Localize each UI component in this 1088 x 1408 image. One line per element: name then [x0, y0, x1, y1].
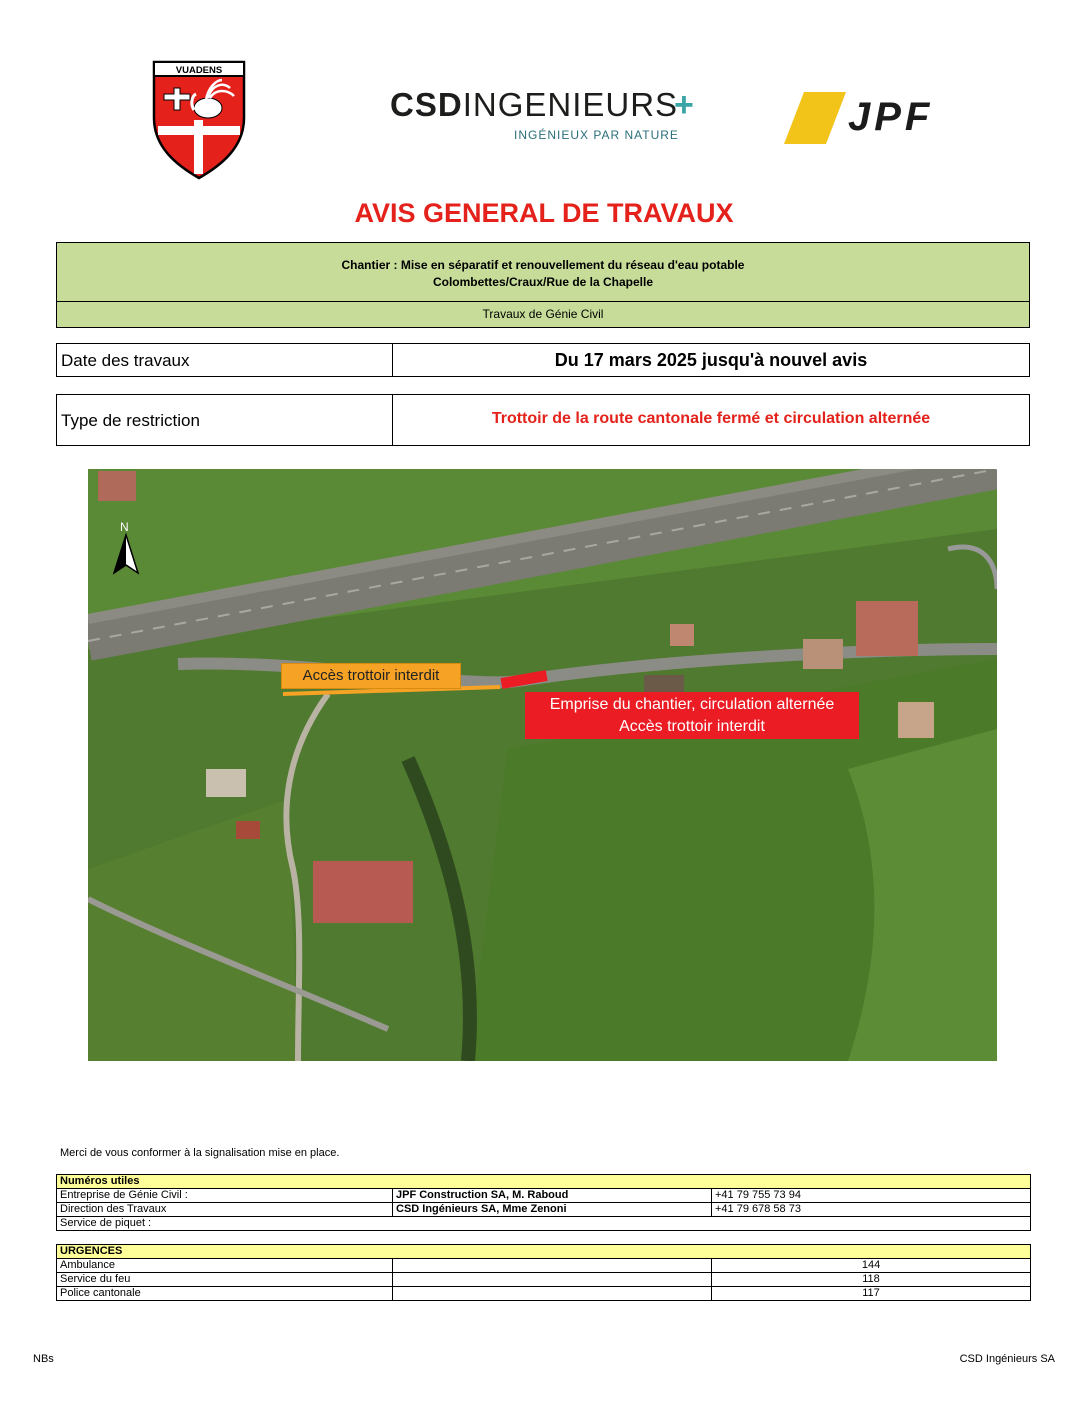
urgences-header: URGENCES [57, 1245, 1031, 1259]
restriction-value: Trottoir de la route cantonale fermé et circulation alternée [491, 410, 931, 427]
chantier-line2: Colombettes/Craux/Rue de la Chapelle [432, 275, 654, 289]
chantier-line1: Chantier : Mise en séparatif et renouvellement du réseau d'eau potable [341, 258, 745, 272]
numeros-utiles-header: Numéros utiles [57, 1175, 1031, 1189]
chantier-box [56, 242, 1030, 328]
crest-text: VUADENS [175, 65, 223, 76]
urgences-table [56, 1244, 1031, 1301]
jpf-logo-text: JPF [848, 95, 934, 139]
footer-left: NBs [33, 1353, 54, 1365]
footer-right: CSD Ingénieurs SA [959, 1353, 1055, 1365]
page-title: AVIS GENERAL DE TRAVAUX [354, 198, 734, 228]
numeros-utiles-header-row [57, 1175, 1031, 1189]
aerial-map [88, 469, 997, 1061]
urgence-service: Service du feu [57, 1273, 393, 1287]
urgences-header-row [57, 1245, 1031, 1259]
urgence-number: 118 [712, 1273, 1031, 1287]
restriction-label: Type de restriction [61, 411, 200, 430]
numeros-utiles-table [56, 1174, 1031, 1231]
table-row [57, 1189, 1031, 1203]
urgence-number: 144 [712, 1259, 1031, 1273]
date-label: Date des travaux [61, 351, 190, 370]
chantier-line3: Travaux de Génie Civil [482, 307, 604, 321]
csd-logo-thin: INGENIEURS [462, 86, 679, 123]
map-label-red [525, 692, 859, 739]
vuadens-crest-logo [150, 60, 248, 180]
urgence-number: 117 [712, 1287, 1031, 1301]
map-label-red-line2: Accès trottoir interdit [619, 718, 765, 735]
contact-role: Service de piquet : [57, 1217, 1031, 1231]
north-label: N [120, 520, 129, 534]
contact-role: Entreprise de Génie Civil : [57, 1189, 393, 1203]
map-label-red-line1: Emprise du chantier, circulation alternée [549, 696, 835, 713]
urgence-empty-cell [393, 1273, 712, 1287]
csd-logo-tagline: INGÉNIEUX PAR NATURE [514, 128, 679, 142]
contact-name: JPF Construction SA, M. Raboud [393, 1189, 712, 1203]
map-label-orange: Accès trottoir interdit [281, 663, 461, 689]
table-row [57, 1217, 1031, 1231]
restriction-row [56, 394, 1030, 446]
table-row [57, 1203, 1031, 1217]
date-row [56, 343, 1030, 377]
contact-phone: +41 79 755 73 94 [712, 1189, 1031, 1203]
date-value: Du 17 mars 2025 jusqu'à nouvel avis [554, 350, 868, 370]
urgence-empty-cell [393, 1287, 712, 1301]
urgence-service: Police cantonale [57, 1287, 393, 1301]
csd-logo-bold: CSD [390, 86, 463, 123]
urgence-empty-cell [393, 1259, 712, 1273]
csd-logo-wordmark [390, 86, 678, 124]
jpf-logo [782, 90, 1022, 146]
chantier-top [57, 243, 1029, 302]
urgence-service: Ambulance [57, 1259, 393, 1273]
contact-phone: +41 79 678 58 73 [712, 1203, 1031, 1217]
csd-ingenieurs-logo [390, 86, 710, 148]
contact-name: CSD Ingénieurs SA, Mme Zenoni [393, 1203, 712, 1217]
table-row [57, 1287, 1031, 1301]
contact-role: Direction des Travaux [57, 1203, 393, 1217]
table-row [57, 1273, 1031, 1287]
merci-note: Merci de vous conformer à la signalisation mise en place. [60, 1147, 340, 1159]
csd-plus-icon: + [674, 86, 694, 124]
table-row [57, 1259, 1031, 1273]
